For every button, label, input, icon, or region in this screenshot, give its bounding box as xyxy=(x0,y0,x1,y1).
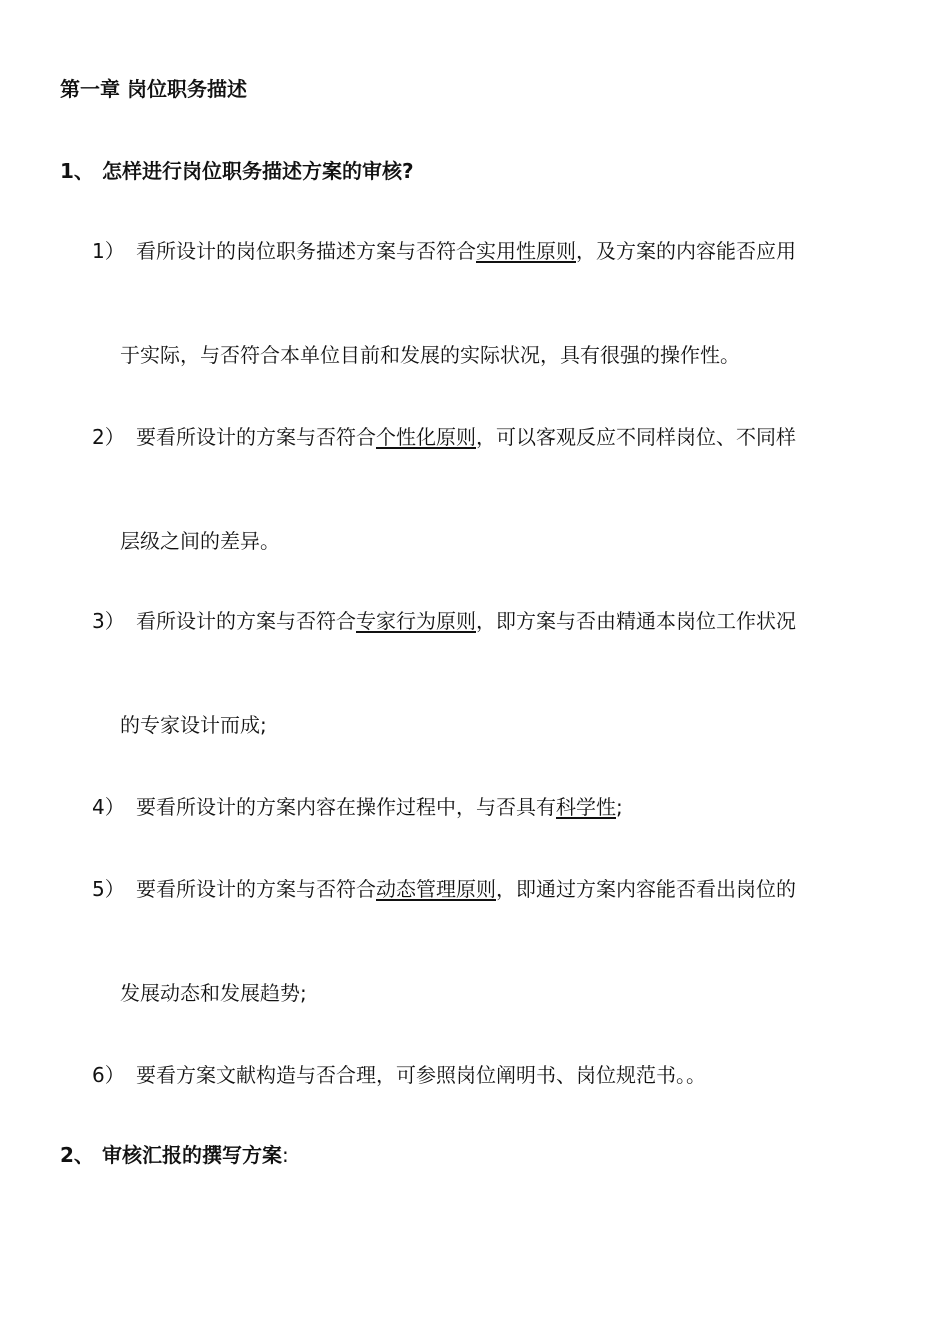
list-item-6-line-1 xyxy=(92,1062,706,1088)
chapter-title xyxy=(60,76,247,102)
list-item-3-text-pre: 看所设计的方案与否符合 xyxy=(136,609,356,633)
list-item-2-line-1 xyxy=(92,424,796,450)
list-item-5-text-post: ，即通过方案内容能否看出岗位的 xyxy=(496,877,796,901)
list-item-5-line-1 xyxy=(92,876,796,902)
list-item-2-text-pre: 要看所设计的方案与否符合 xyxy=(136,425,376,449)
list-item-2-text-post: ，可以客观反应不同样岗位、不同样 xyxy=(476,425,796,449)
list-item-4-text-post: ; xyxy=(616,795,623,819)
list-item-2-line-2 xyxy=(120,528,280,554)
section-1-heading xyxy=(60,158,414,184)
list-item-2-term: 个性化原则 xyxy=(376,425,476,449)
list-item-4-text-pre: 要看所设计的方案内容在操作过程中，与否具有 xyxy=(136,795,556,819)
list-item-3-line-1 xyxy=(92,608,796,634)
list-item-3-term: 专家行为原则 xyxy=(356,609,476,633)
list-item-4-line-1 xyxy=(92,794,623,820)
list-item-5-line-2 xyxy=(120,980,307,1006)
section-1-title: 怎样进行岗位职务描述方案的审核? xyxy=(102,159,414,183)
list-item-1-marker: 1） xyxy=(92,239,125,263)
list-item-2-marker: 2） xyxy=(92,425,125,449)
list-item-1-continuation: 于实际，与否符合本单位目前和发展的实际状况，具有很强的操作性。 xyxy=(120,343,740,367)
section-2-title: 审核汇报的撰写方案 xyxy=(102,1143,282,1167)
list-item-1-line-1 xyxy=(92,238,796,264)
list-item-1-text-pre: 看所设计的岗位职务描述方案与否符合 xyxy=(136,239,476,263)
list-item-5-continuation: 发展动态和发展趋势; xyxy=(120,981,307,1005)
list-item-4-term: 科学性 xyxy=(556,795,616,819)
list-item-4-marker: 4） xyxy=(92,795,125,819)
list-item-3-line-2 xyxy=(120,712,267,738)
list-item-6-marker: 6） xyxy=(92,1063,125,1087)
list-item-6-text: 要看方案文献构造与否合理，可参照岗位阐明书、岗位规范书。。 xyxy=(136,1063,706,1087)
list-item-5-marker: 5） xyxy=(92,877,125,901)
list-item-5-term: 动态管理原则 xyxy=(376,877,496,901)
list-item-1-text-post: ，及方案的内容能否应用 xyxy=(576,239,796,263)
section-2-suffix: : xyxy=(282,1143,289,1167)
section-1-number: 1、 xyxy=(60,159,94,183)
list-item-3-continuation: 的专家设计而成; xyxy=(120,713,267,737)
list-item-3-text-post: ，即方案与否由精通本岗位工作状况 xyxy=(476,609,796,633)
section-2-number: 2、 xyxy=(60,1143,94,1167)
list-item-5-text-pre: 要看所设计的方案与否符合 xyxy=(136,877,376,901)
list-item-2-continuation: 层级之间的差异。 xyxy=(120,529,280,553)
list-item-3-marker: 3） xyxy=(92,609,125,633)
section-2-heading xyxy=(60,1142,289,1168)
chapter-title-text: 第一章 岗位职务描述 xyxy=(60,77,247,101)
list-item-1-line-2 xyxy=(120,342,740,368)
list-item-1-term: 实用性原则 xyxy=(476,239,576,263)
